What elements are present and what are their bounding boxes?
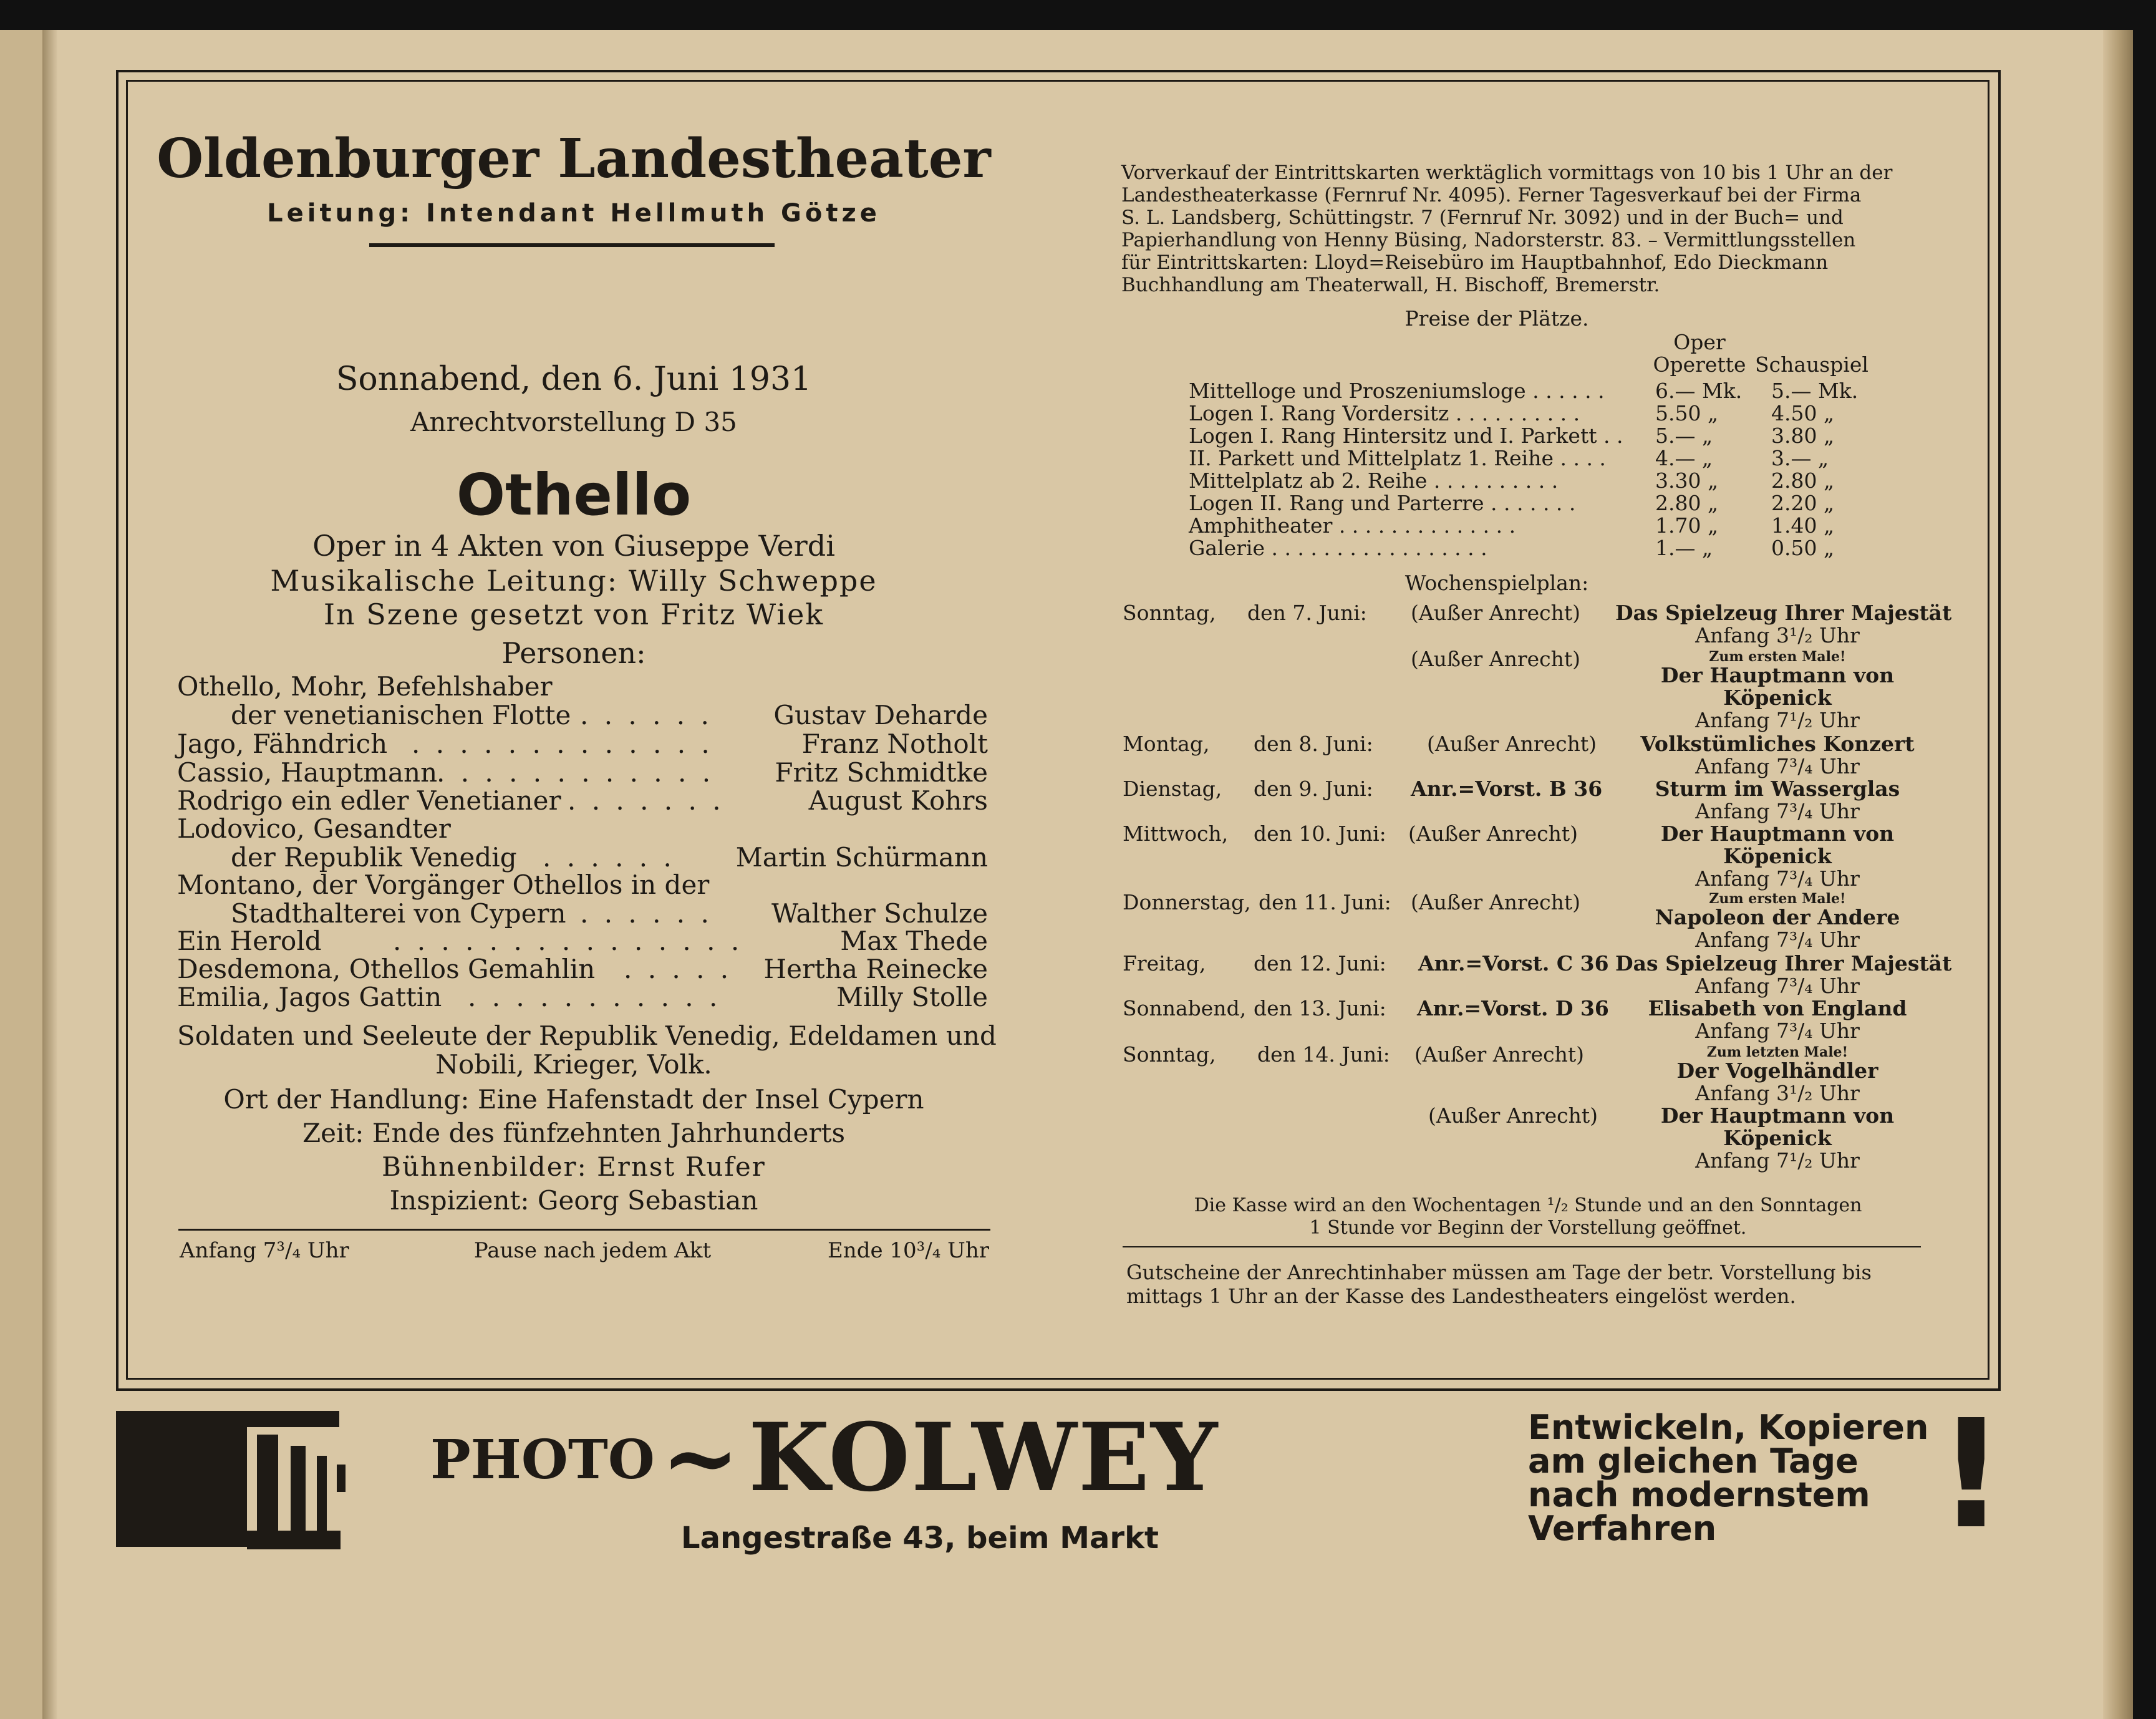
ad-slogan-line: nach modernstem <box>1528 1475 1870 1514</box>
chorus-line-2: Nobili, Krieger, Volk. <box>435 1049 712 1080</box>
schedule-sub: (Außer Anrecht) <box>1408 821 1578 846</box>
performance-date: Sonnabend, den 6. Juni 1931 <box>336 361 812 398</box>
ad-brand-dash: ~ <box>661 1403 740 1513</box>
start-time: Anfang 7³/₄ Uhr <box>180 1238 349 1263</box>
schedule-date: den 10. Juni: <box>1254 821 1386 846</box>
schedule-sub: (Außer Anrecht) <box>1414 1042 1585 1067</box>
price-oper: 1.70 „ <box>1655 513 1719 538</box>
cast-dots: . . . . . . <box>580 700 713 730</box>
schedule-note: Zum ersten Male! <box>1709 649 1846 665</box>
price-schauspiel: 2.20 „ <box>1771 491 1835 515</box>
schedule-time: Anfang 7¹/₂ Uhr <box>1695 1148 1860 1173</box>
cast-actor: Fritz Schmidtke <box>775 757 988 788</box>
schedule-play: Das Spielzeug Ihrer Majestät <box>1615 951 1952 976</box>
schedule-sub: (Außer Anrecht) <box>1427 732 1597 756</box>
presale-line: Buchhandlung am Theaterwall, H. Bischoff, Bremerstr. <box>1121 274 1660 296</box>
price-schauspiel: 1.40 „ <box>1771 513 1835 538</box>
cast-dots: . . . . . . <box>580 898 713 929</box>
voucher-note: Gutscheine der Anrechtinhaber müssen am Tage der betr. Vorstellung bis <box>1126 1261 1872 1284</box>
schedule-date: den 11. Juni: <box>1259 890 1391 914</box>
schedule-play: Der Hauptmann von <box>1660 663 1895 687</box>
theater-management: Leitung: Intendant Hellmuth Götze <box>267 199 881 228</box>
setting-time: Zeit: Ende des fünfzehnten Jahrhunderts <box>302 1118 846 1148</box>
cast-role: Lodovico, Gesandter <box>177 813 451 844</box>
opera-title: Othello <box>456 462 692 528</box>
schedule-date: den 14. Juni: <box>1257 1042 1390 1067</box>
ad-brand-prefix: PHOTO <box>430 1428 655 1491</box>
persons-heading: Personen: <box>501 636 646 670</box>
schedule-time: Anfang 3¹/₂ Uhr <box>1695 1081 1860 1105</box>
opera-subtitle: Oper in 4 Akten von Giuseppe Verdi <box>312 529 835 563</box>
price-oper: 5.50 „ <box>1655 401 1719 425</box>
schedule-date: den 12. Juni: <box>1254 951 1386 976</box>
schedule-time: Anfang 3¹/₂ Uhr <box>1695 623 1860 647</box>
schedule-play-cont: Köpenick <box>1723 685 1832 710</box>
ad-exclamation: ! <box>1937 1387 2006 1562</box>
chorus-line: Soldaten und Seeleute der Republik Venedig, Edeldamen und <box>177 1020 997 1051</box>
cast-role: Cassio, Hauptmann <box>177 757 438 788</box>
presale-line: Papierhandlung von Henny Büsing, Nadorsterstr. 83. – Vermittlungsstellen <box>1121 229 1856 251</box>
schedule-play: Der Hauptmann von <box>1660 1103 1895 1128</box>
schedule-time: Anfang 7³/₄ Uhr <box>1695 754 1860 778</box>
stage-inspector: Inspizient: Georg Sebastian <box>389 1185 758 1216</box>
cast-actor: Franz Notholt <box>801 729 988 759</box>
schedule-day: Dienstag, <box>1123 777 1222 801</box>
col-schauspiel: Schauspiel <box>1755 352 1868 377</box>
price-schauspiel: 0.50 „ <box>1771 536 1835 560</box>
schedule-note: Zum ersten Male! <box>1709 891 1846 907</box>
presale-line: S. L. Landsberg, Schüttingstr. 7 (Fernruf Nr. 3092) und in der Buch= und <box>1121 206 1844 229</box>
schedule-sub: Anr.=Vorst. C 36 <box>1418 951 1609 976</box>
price-seat: Logen II. Rang und Parterre . . . . . . . <box>1189 491 1576 515</box>
stage-director: In Szene gesetzt von Fritz Wiek <box>323 598 824 631</box>
price-seat: Amphitheater . . . . . . . . . . . . . . <box>1189 513 1516 538</box>
schedule-time: Anfang 7³/₄ Uhr <box>1695 1019 1860 1043</box>
schedule-play: Das Spielzeug Ihrer Majestät <box>1615 601 1952 625</box>
price-oper: 4.— „ <box>1655 446 1713 470</box>
schedule-day: Sonnabend, <box>1123 996 1247 1020</box>
schedule-date: den 13. Juni: <box>1254 996 1386 1020</box>
schedule-time: Anfang 7³/₄ Uhr <box>1695 927 1860 952</box>
price-schauspiel: 4.50 „ <box>1771 401 1835 425</box>
cast-role: Jago, Fähndrich <box>177 729 388 759</box>
schedule-time: Anfang 7³/₄ Uhr <box>1695 866 1860 891</box>
price-oper: 2.80 „ <box>1655 491 1719 515</box>
schedule-time: Anfang 7¹/₂ Uhr <box>1695 708 1860 732</box>
presale-line: Landestheaterkasse (Fernruf Nr. 4095). Ferner Tagesverkauf bei der Firma <box>1121 184 1862 206</box>
presale-line: für Eintrittskarten: Lloyd=Reisebüro im Hauptbahnhof, Edo Dieckmann <box>1121 251 1829 274</box>
presale-line: Vorverkauf der Eintrittskarten werktäglich vormittags von 10 bis 1 Uhr an der <box>1121 162 1893 184</box>
price-seat: Galerie . . . . . . . . . . . . . . . . . <box>1189 536 1487 560</box>
prices-heading: Preise der Plätze. <box>1404 306 1589 331</box>
schedule-day: Freitag, <box>1123 951 1206 976</box>
page-stack-edge <box>2103 30 2133 1719</box>
schedule-sub: Anr.=Vorst. B 36 <box>1411 777 1603 801</box>
price-schauspiel: 3.— „ <box>1771 446 1829 470</box>
pause-info: Pause nach jedem Akt <box>473 1238 712 1263</box>
ad-slogan-line: am gleichen Tage <box>1528 1441 1859 1481</box>
cast-dots: . . . . . . . <box>568 785 725 816</box>
price-schauspiel: 5.— Mk. <box>1771 379 1859 403</box>
price-schauspiel: 2.80 „ <box>1771 468 1835 493</box>
schedule-sub: (Außer Anrecht) <box>1411 890 1581 914</box>
schedule-day: Donnerstag, <box>1123 890 1251 914</box>
schedule-sub: (Außer Anrecht) <box>1428 1103 1598 1128</box>
price-schauspiel: 3.80 „ <box>1771 424 1835 448</box>
schedule-play: Napoleon der Andere <box>1655 905 1900 929</box>
cast-actor: Max Thede <box>840 926 988 956</box>
schedule-play: Der Vogelhändler <box>1676 1058 1878 1083</box>
cast-dots: . . . . . <box>624 954 733 984</box>
cast-actor: August Kohrs <box>808 785 988 816</box>
price-oper: 5.— „ <box>1655 424 1713 448</box>
schedule-date: den 7. Juni: <box>1247 601 1367 625</box>
weekly-heading: Wochenspielplan: <box>1404 571 1589 595</box>
col-operette: Operette <box>1653 352 1746 377</box>
cast-actor: Milly Stolle <box>836 982 988 1012</box>
schedule-note: Zum letzten Male! <box>1706 1044 1849 1060</box>
schedule-sub: Anr.=Vorst. D 36 <box>1417 996 1609 1020</box>
cast-role: Montano, der Vorgänger Othellos in der <box>177 869 710 900</box>
schedule-day: Sonntag, <box>1123 1042 1216 1067</box>
schedule-play: Elisabeth von England <box>1648 996 1907 1020</box>
schedule-play: Volkstümliches Konzert <box>1640 732 1915 756</box>
schedule-day: Montag, <box>1123 732 1210 756</box>
title-rule <box>369 243 775 247</box>
setting-place: Ort der Handlung: Eine Hafenstadt der Insel Cypern <box>223 1084 924 1115</box>
cast-dots: . . . . . . . . . . . <box>468 982 722 1012</box>
price-seat: Logen I. Rang Hintersitz und I. Parkett . . <box>1189 424 1623 448</box>
cast-role: Rodrigo ein edler Venetianer <box>177 785 561 816</box>
schedule-day: Mittwoch, <box>1123 821 1229 846</box>
cast-role-cont: der Republik Venedig <box>231 842 517 873</box>
subscription-label: Anrechtvorstellung D 35 <box>410 407 737 437</box>
cast-role: Emilia, Jagos Gattin <box>177 982 442 1012</box>
schedule-time: Anfang 7³/₄ Uhr <box>1695 974 1860 998</box>
schedule-sub: (Außer Anrecht) <box>1411 601 1581 625</box>
cast-dots: . . . . . . . . . . . . . <box>412 729 713 759</box>
cast-actor: Gustav Deharde <box>773 700 988 730</box>
schedule-play-cont: Köpenick <box>1723 844 1832 868</box>
book-gutter <box>42 30 57 1719</box>
ad-slogan-line: Verfahren <box>1528 1509 1717 1548</box>
schedule-date: den 9. Juni: <box>1254 777 1373 801</box>
price-oper: 1.— „ <box>1655 536 1713 560</box>
cast-actor: Walther Schulze <box>771 898 988 929</box>
ad-address: Langestraße 43, beim Markt <box>681 1521 1159 1556</box>
voucher-note-2: mittags 1 Uhr an der Kasse des Landestheaters eingelöst werden. <box>1126 1284 1796 1308</box>
schedule-play-cont: Köpenick <box>1723 1126 1832 1150</box>
schedule-play: Sturm im Wasserglas <box>1655 777 1900 801</box>
ad-brand-name: KOLWEY <box>748 1403 1219 1513</box>
cast-role-cont: der venetianischen Flotte <box>231 700 571 730</box>
price-oper: 6.— Mk. <box>1655 379 1743 403</box>
price-oper: 3.30 „ <box>1655 468 1719 493</box>
box-office-hours-2: 1 Stunde vor Beginn der Vorstellung geöffnet. <box>1309 1217 1747 1239</box>
cast-dots: . . . . . . <box>543 842 675 873</box>
box-office-hours: Die Kasse wird an den Wochentagen ¹/₂ Stunde und an den Sonntagen <box>1194 1194 1862 1216</box>
schedule-date: den 8. Juni: <box>1254 732 1373 756</box>
cast-role: Othello, Mohr, Befehlshaber <box>177 671 553 702</box>
cast-role: Desdemona, Othellos Gemahlin <box>177 954 596 984</box>
ad-slogan-line: Entwickeln, Kopieren <box>1528 1408 1929 1447</box>
cast-dots: . . . . . . . . . . . . . . . <box>393 926 743 956</box>
footer-rule <box>178 1229 990 1231</box>
price-seat: Mittelloge und Proszeniumsloge . . . . . . <box>1189 379 1605 403</box>
musical-director: Musikalische Leitung: Willy Schweppe <box>270 564 877 598</box>
schedule-day: Sonntag, <box>1123 601 1216 625</box>
stage-design: Bühnenbilder: Ernst Rufer <box>382 1151 766 1182</box>
cast-actor: Martin Schürmann <box>735 842 988 873</box>
schedule-sub: (Außer Anrecht) <box>1411 647 1581 671</box>
cast-dots: . . . . . . . . . . . . <box>437 757 715 788</box>
price-seat: II. Parkett und Mittelplatz 1. Reihe . . . . <box>1189 446 1606 470</box>
schedule-time: Anfang 7³/₄ Uhr <box>1695 799 1860 823</box>
box-office-rule <box>1123 1246 1921 1247</box>
col-oper: Oper <box>1673 330 1726 354</box>
cast-role-cont: Stadthalterei von Cypern <box>231 898 566 929</box>
end-time: Ende 10³/₄ Uhr <box>827 1238 989 1263</box>
cast-role: Ein Herold <box>177 926 322 956</box>
cast-actor: Hertha Reinecke <box>763 954 988 984</box>
theater-name: Oldenburger Landestheater <box>157 127 991 190</box>
schedule-play: Der Hauptmann von <box>1660 821 1895 846</box>
price-seat: Mittelplatz ab 2. Reihe . . . . . . . . . . <box>1189 468 1559 493</box>
price-seat: Logen I. Rang Vordersitz . . . . . . . . . . <box>1189 401 1580 425</box>
